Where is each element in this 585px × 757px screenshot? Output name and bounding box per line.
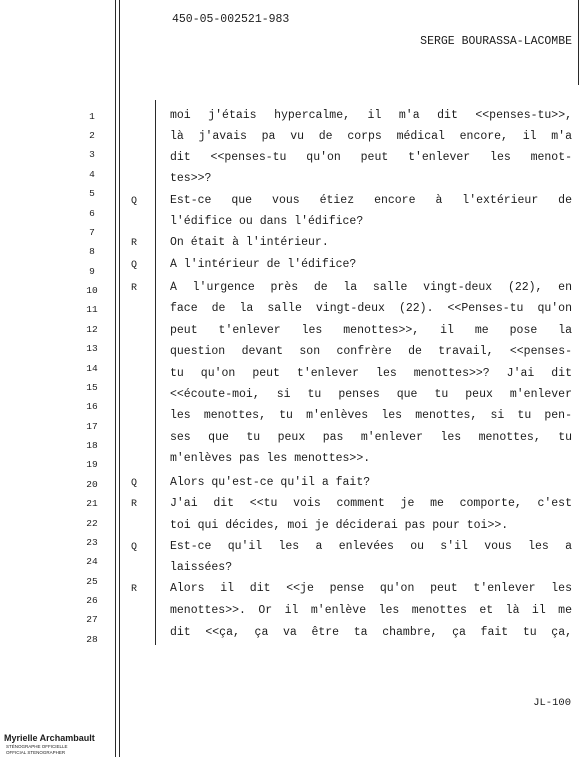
line-number: 8 [89,246,95,257]
stenographer-title-en: OFFICIAL STENOGRAPHER [6,750,66,755]
line-number: 4 [89,169,95,180]
line-number: 15 [86,382,98,393]
line-number: 12 [86,324,98,335]
line-number: 23 [86,537,98,548]
page-reference: JL-100 [533,697,571,709]
transcript-line: dit <<ça, ça va être ta chambre, ça fait tu ça, [170,626,572,639]
line-number: 6 [89,208,95,219]
transcript-line: ses que tu peux pas m'enlever les menottes, tu [170,431,572,444]
line-number: 20 [86,479,98,490]
line-number: 16 [86,401,98,412]
speaker-label: Q [130,478,137,489]
speaker-label: R [130,499,137,510]
line-number: 5 [89,188,95,199]
speaker-label: Q [130,196,137,207]
transcript-line: laissées? [170,561,233,574]
line-number: 21 [86,498,98,509]
transcript-line: J'ai dit <<tu vois comment je me comporte, c'est [170,497,572,510]
transcript-line: À l'intérieur de l'édifice? [170,258,357,271]
line-number: 24 [86,556,98,567]
case-number: 450-05-002521-983 [172,13,290,26]
line-number: 7 [89,227,95,238]
transcript-line: question devant son confrère de travail, <<penses- [170,345,572,358]
witness-name: SERGE BOURASSA-LACOMBE [420,35,572,48]
line-number: 2 [89,130,95,141]
line-number: 10 [86,285,98,296]
transcript-line: dit <<penses-tu qu'on peut t'enlever les menot- [170,151,572,164]
speaker-label: R [130,584,137,595]
line-number: 3 [89,149,95,160]
transcript-line: l'édifice ou dans l'édifice? [170,215,364,228]
line-number: 27 [86,614,98,625]
line-number: 26 [86,595,98,606]
transcript-line: les menottes, tu m'enlèves les menottes, si tu pen- [170,409,572,422]
speaker-label: Q [130,542,137,553]
line-number: 1 [89,111,95,122]
transcript-line: m'enlèves pas les menottes>>. [170,452,371,465]
line-number: 19 [86,459,98,470]
line-number: 11 [86,304,98,315]
line-number: 17 [86,421,98,432]
line-number: 14 [86,363,98,374]
transcript-line: face de la salle vingt-deux (22). <<Penses-tu qu'on [170,302,572,315]
transcript-line: On était à l'intérieur. [170,236,329,249]
transcript-line: tes>>? [170,172,212,185]
transcript-line: toi qui décides, moi je déciderai pas pour toi>>. [170,519,509,532]
line-number: 13 [86,343,98,354]
transcript-line: Alors qu'est-ce qu'il a fait? [170,476,371,489]
line-number: 25 [86,576,98,587]
speaker-label: R [130,238,137,249]
stenographer-title-fr: STÉNOGRAPHE OFFICIELLE [6,744,68,749]
transcript-line: peut t'enlever les menottes>>, il me pose la [170,324,572,337]
transcript-line: Est-ce que vous étiez encore à l'extérieur de [170,194,572,207]
transcript-line: À l'urgence près de la salle vingt-deux (22), en [170,281,572,294]
transcript-line: Alors il dit <<je pense qu'on peut t'enlever les [170,582,572,595]
transcript-line: <<écoute-moi, si tu penses que tu peux m'enlever [170,388,572,401]
speaker-label: R [130,283,137,294]
line-number: 22 [86,518,98,529]
line-number: 18 [86,440,98,451]
right-margin-rule [578,0,579,85]
speaker-column-rule [155,100,156,645]
transcript-line: Est-ce qu'il les a enlevées ou s'il vous les a [170,540,572,553]
transcript-line: moi j'étais hypercalme, il m'a dit <<penses-tu>>, [170,109,572,122]
transcript-line: tu qu'on peut t'enlever les menottes>>? J'ai dit [170,367,572,380]
transcript-line: menottes>>. Or il m'enlève les menottes et là il me [170,604,572,617]
line-number: 9 [89,266,95,277]
transcript-line: là j'avais pa vu de corps médical encore, il m'a [170,130,572,143]
speaker-label: Q [130,260,137,271]
line-number: 28 [86,634,98,645]
stenographer-name: Myrielle Archambault [4,733,95,743]
